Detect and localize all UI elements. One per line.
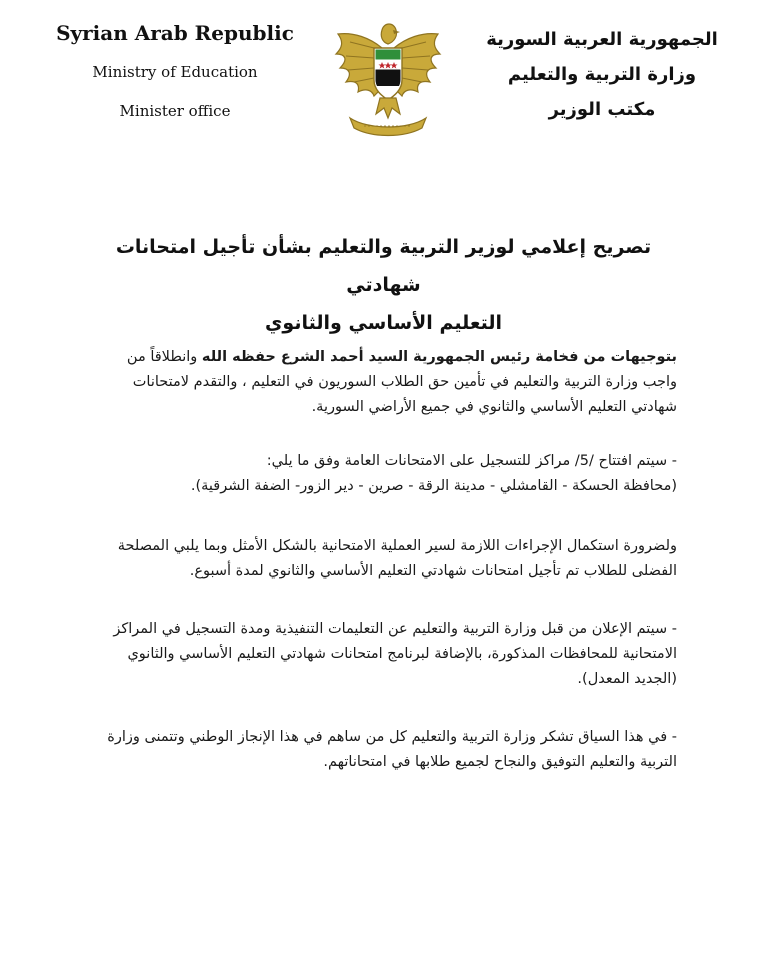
paragraph-centers-line1: - سيتم افتتاح /5/ مراكز للتسجيل على الامتحانات العامة وفق ما يلي: (266, 453, 677, 469)
statement-body (90, 345, 677, 775)
statement-title (90, 228, 677, 342)
paragraph-postponement: ولضرورة استكمال الإجراءات اللازمة لسير العملية الامتحانية بالشكل الأمثل وبما يلبي المصلحة الفضلى للطلاب تم تأجيل امتحانات شهادتي التعليم الأساسي والثانوي لمدة أسبوع. (117, 538, 677, 579)
paragraph-centers-line2: (محافظة الحسكة - القامشلي - مدينة الرقة - صرين - دير الزور- الضفة الشرقية). (190, 478, 677, 494)
paragraph-announcement: - سيتم الإعلان من قبل وزارة التربية والتعليم عن التعليمات التنفيذية ومدة التسجيل في المراكز الامتحانية للمحافظات المذكورة، بالإضافة لبرنامج امتحانات شهادتي التعليم الأساسي والثانوي (الجديد المعدل). (113, 621, 677, 687)
paragraph-directives-bold: بتوجيهات من فخامة رئيس الجمهورية السيد أحمد الشرع حفظه الله (201, 349, 677, 365)
title-line-2: التعليم الأساسي والثانوي (265, 312, 502, 334)
paragraph-directives (90, 345, 677, 420)
paragraph-thanks: - في هذا السياق تشكر وزارة التربية والتعليم كل من ساهم في هذا الإنجاز الوطني وتتمنى وزارة التربية والتعليم التوفيق والنجاح لجميع طلابها في امتحاناتهم. (107, 729, 677, 770)
header-en-ministry: Ministry of Education (92, 63, 258, 81)
header-en-office: Minister office (119, 102, 231, 120)
title-line-1: تصريح إعلامي لوزير التربية والتعليم بشأن تأجيل امتحانات شهادتي (115, 236, 652, 296)
header-arabic (477, 22, 727, 127)
header-english (40, 14, 310, 130)
paragraph-directives-rest: وانطلاقاً من واجب وزارة التربية والتعليم في تأمين حق الطلاب السوريون في التعليم ، والتقدم لامتحانات شهادتي التعليم الأساسي والثانوي في جميع الأراضي السورية. (126, 349, 677, 415)
header-ar-office: مكتب الوزير (548, 99, 656, 120)
paragraph-centers (90, 449, 677, 499)
eagle-emblem-icon (330, 18, 446, 138)
header-ar-ministry: وزارة التربية والتعليم (507, 64, 697, 85)
header-ar-country: الجمهورية العربية السورية (486, 29, 718, 50)
header-en-country: Syrian Arab Republic (56, 21, 294, 45)
